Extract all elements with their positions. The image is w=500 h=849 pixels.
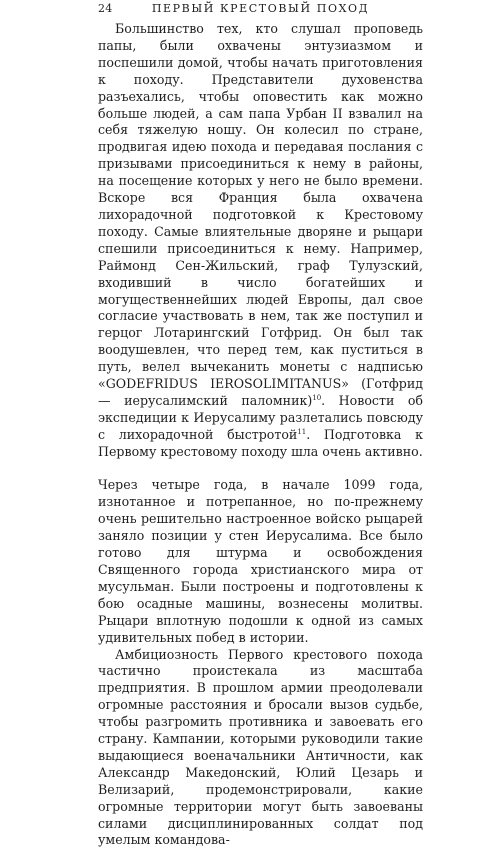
paragraph-1-text-end: . Подготовка к Первому крестовому походу шла очень активно. <box>98 426 423 459</box>
body-text <box>98 21 423 849</box>
page-number: 24 <box>98 2 113 15</box>
paragraph-1 <box>98 21 423 461</box>
paragraph-2: Через четыре года, в начале 1099 года, изнотанное и потрепанное, но по-прежнему очень решительно настроенное войско рыцарей заняло позиции у стен Иерусалима. Все было готово для штурма и освобождения Священного города христианского мира от мусульман. Были построены и подготовлены к бою осадные машины, вознесены молитвы. Рыцари вплотную подошли к одной из самых удивительных побед в истории. <box>98 477 423 645</box>
paragraph-gap <box>98 461 423 478</box>
paragraph-1-text: Большинство тех, кто слушал проповедь папы, были охвачены энтузиазмом и поспешили домой, чтобы начать приготовления к походу. Представители духовенства разъехались, чтобы оповестить как можно больше людей, а сам папа Урбан II взвалил на себя тяжелую ношу. Он колесил по стране, продвигая идею похода и передавая послания с призывами присоединиться к нему в районы, на посещение которых у него не было времени. Вскоре вся Франция была охвачена лихорадочной подготовкой к Крестовому походу. Самые влиятельные дворяне и рыцари спешили присоединиться к нему. Например, Раймонд Сен-Жильский, граф Тулузский, входивший в число богатейших и могущественнейших людей Европы, дал свое согласие участвовать в нем, так же поступил и герцог Лотарингский Готфрид. Он был так воодушевлен, что перед тем, как пуститься в путь, велел вычеканить монеты с надписью «GODEFRIDUS IEROSOLIMITANUS» (Готфрид — иерусалимский паломник) <box>98 21 423 408</box>
paragraph-1-text-cont: . Новости об экспедиции к Иерусалиму разлетались повсюду с лихорадочной быстротой <box>98 392 424 442</box>
paragraph-3: Амбициозность Первого крестового похода частично проистекала из масштаба предприятия. В прошлом армии преодолевали огромные расстояния и бросали вызов судьбе, чтобы разгромить противника и завоевать его страну. Кампании, которыми руководили такие выдающиеся военачальники Античности, как Александр Македонский, Юлий Цезарь и Велизарий, продемонстрировали, какие огромные территории могут быть завоеваны силами дисциплинированных солдат под умелым командова- <box>98 646 423 848</box>
running-head <box>98 2 423 16</box>
book-title: ПЕРВЫЙ КРЕСТОВЫЙ ПОХОД <box>151 2 370 15</box>
footnote-ref-10: 10 <box>312 393 322 402</box>
footnote-ref-11: 11 <box>297 427 307 436</box>
